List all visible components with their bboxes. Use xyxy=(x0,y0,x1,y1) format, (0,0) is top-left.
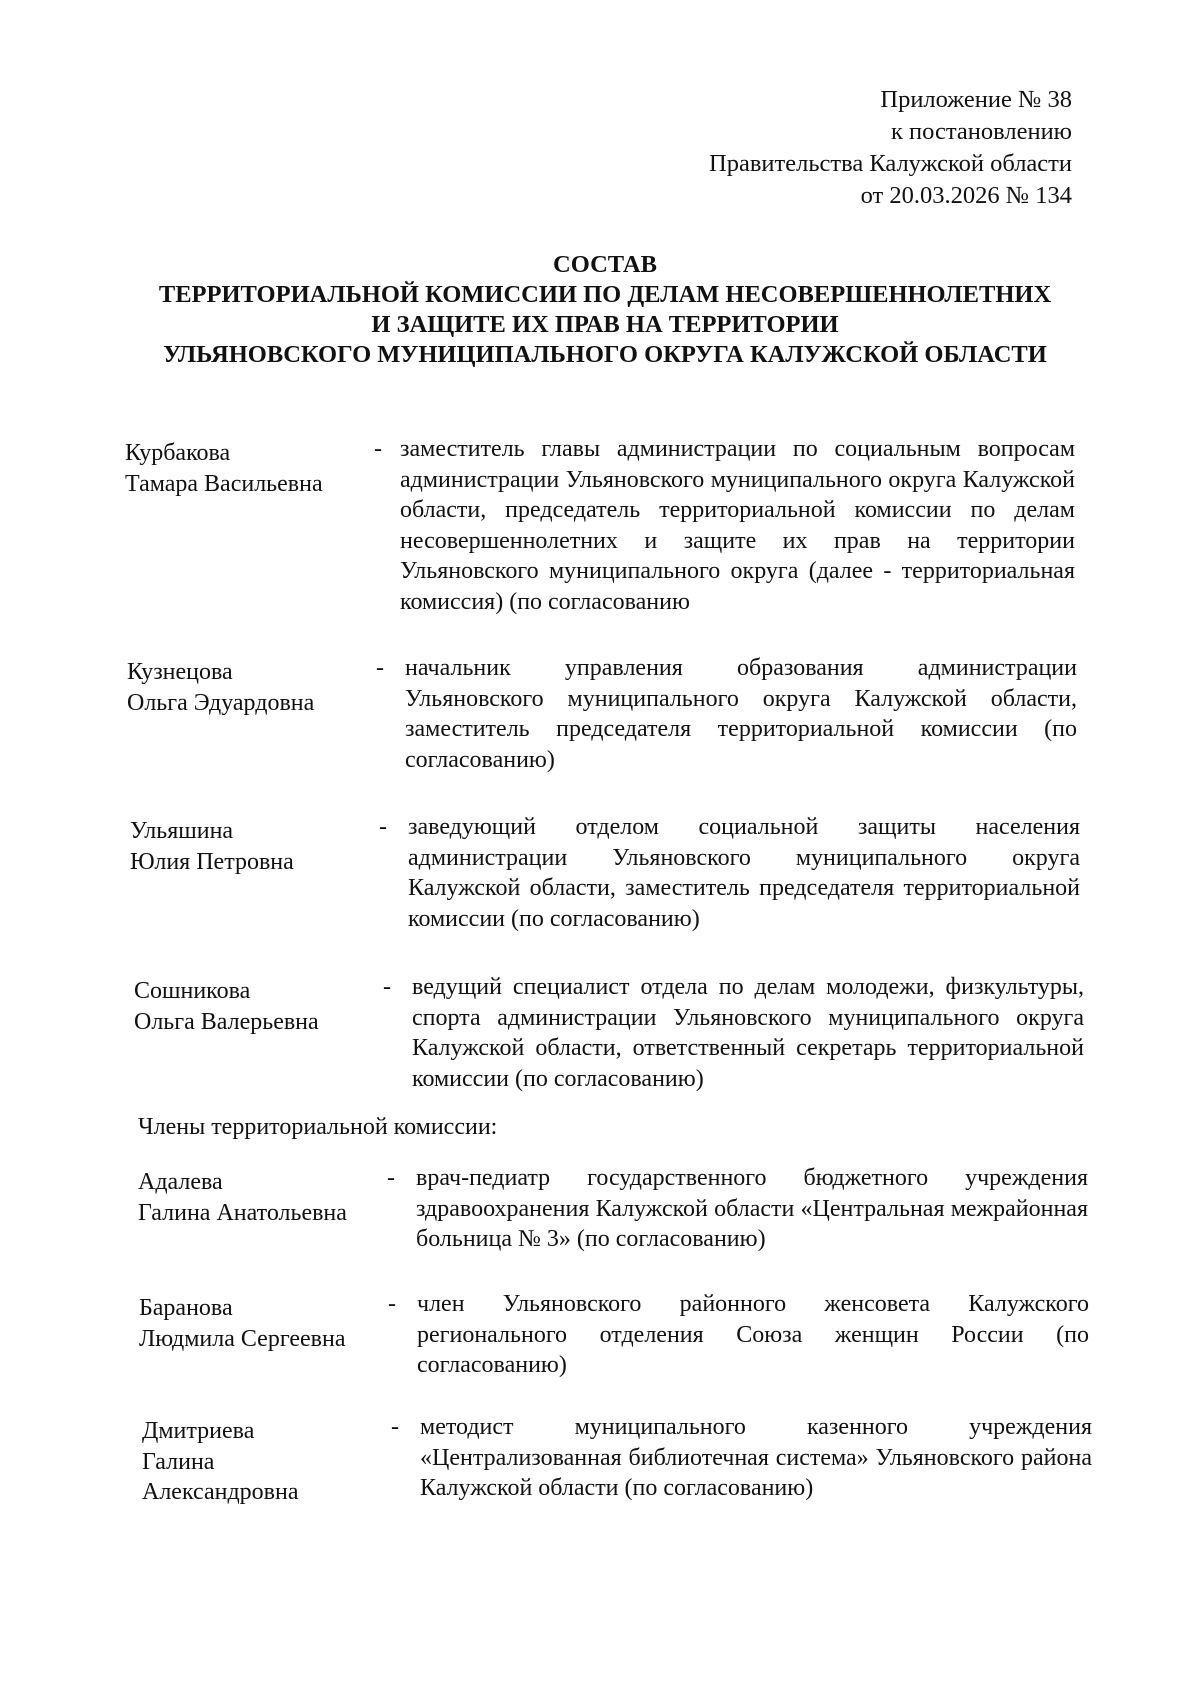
member-position: врач-педиатр государственного бюджетного учреждения здравоохранения Калужской области «Центральная межрайонная больница № 3» (по согласованию) xyxy=(416,1165,1088,1252)
member-name xyxy=(127,657,367,718)
member-name xyxy=(139,1293,379,1354)
member-surname: Дмитриева xyxy=(142,1418,255,1444)
appendix-reference xyxy=(709,84,1072,212)
member-surname: Сошникова xyxy=(134,978,251,1004)
title-line: ТЕРРИТОРИАЛЬНОЙ КОМИССИИ ПО ДЕЛАМ НЕСОВЕРШЕННОЛЕТНИХ xyxy=(158,281,1052,308)
member-position: член Ульяновского районного женсовета Калужского регионального отделения Союза женщин России (по согласованию) xyxy=(417,1291,1089,1378)
member-given-name: Тамара Васильевна xyxy=(125,470,323,497)
appendix-authority: Правительства Калужской области xyxy=(709,150,1072,177)
member-position: методист муниципального казенного учреждения «Централизованная библиотечная система» Ульяновского района Калужской области (по согласованию) xyxy=(420,1414,1092,1501)
member-position: заместитель главы администрации по социальным вопросам администрации Ульяновского муниципального округа Калужской области, председатель территориальной комиссии по делам несовершеннолетних и защите их прав на территории Ульяновского муниципального округа (далее - территориальная комиссия) (по согласованию xyxy=(400,436,1075,615)
member-position: ведущий специалист отдела по делам молодежи, физкультуры, спорта администрации Ульяновского муниципального округа Калужской области, ответственный секретарь территориальной комиссии (по согласованию) xyxy=(412,974,1084,1092)
members-section-label: Члены территориальной комиссии: xyxy=(138,1114,498,1140)
separator-dash: - xyxy=(387,1165,395,1191)
member-given-name: Ольга Валерьевна xyxy=(134,1008,319,1035)
member-given-name: Юлия Петровна xyxy=(130,848,294,875)
title-line: УЛЬЯНОВСКОГО МУНИЦИПАЛЬНОГО ОКРУГА КАЛУЖСКОЙ ОБЛАСТИ xyxy=(163,341,1047,368)
separator-dash: - xyxy=(383,974,391,1000)
member-surname: Курбакова xyxy=(125,440,231,466)
member-given-name: Галина Анатольевна xyxy=(138,1199,347,1226)
member-surname: Ульяшина xyxy=(130,818,234,844)
member-name xyxy=(138,1167,378,1228)
document-title xyxy=(110,250,1100,370)
appendix-decree: к постановлению xyxy=(891,118,1072,145)
separator-dash: - xyxy=(376,655,384,681)
member-position: заведующий отделом социальной защиты населения администрации Ульяновского муниципального округа Калужской области, заместитель председателя территориальной комиссии (по согласованию) xyxy=(408,814,1080,932)
title-line: СОСТАВ xyxy=(553,251,657,278)
member-surname: Адалева xyxy=(138,1169,223,1195)
member-name xyxy=(130,816,370,877)
member-surname: Кузнецова xyxy=(127,659,233,685)
member-patronymic: Александровна xyxy=(142,1479,299,1505)
appendix-number: Приложение № 38 xyxy=(880,86,1072,113)
separator-dash: - xyxy=(374,436,382,462)
member-surname: Баранова xyxy=(139,1295,233,1321)
separator-dash: - xyxy=(388,1291,396,1317)
appendix-date: от 20.03.2026 № 134 xyxy=(860,182,1072,209)
member-name xyxy=(142,1416,382,1508)
separator-dash: - xyxy=(391,1414,399,1440)
member-given-name: Людмила Сергеевна xyxy=(139,1325,346,1352)
member-given-name: Ольга Эдуардовна xyxy=(127,689,315,716)
separator-dash: - xyxy=(379,814,387,840)
member-position: начальник управления образования администрации Ульяновского муниципального округа Калужской области, заместитель председателя территориальной комиссии (по согласованию) xyxy=(405,655,1077,773)
member-given-name: Галина xyxy=(142,1448,215,1475)
title-line: И ЗАЩИТЕ ИХ ПРАВ НА ТЕРРИТОРИИ xyxy=(371,311,839,338)
member-name xyxy=(125,438,365,499)
member-name xyxy=(134,976,374,1037)
